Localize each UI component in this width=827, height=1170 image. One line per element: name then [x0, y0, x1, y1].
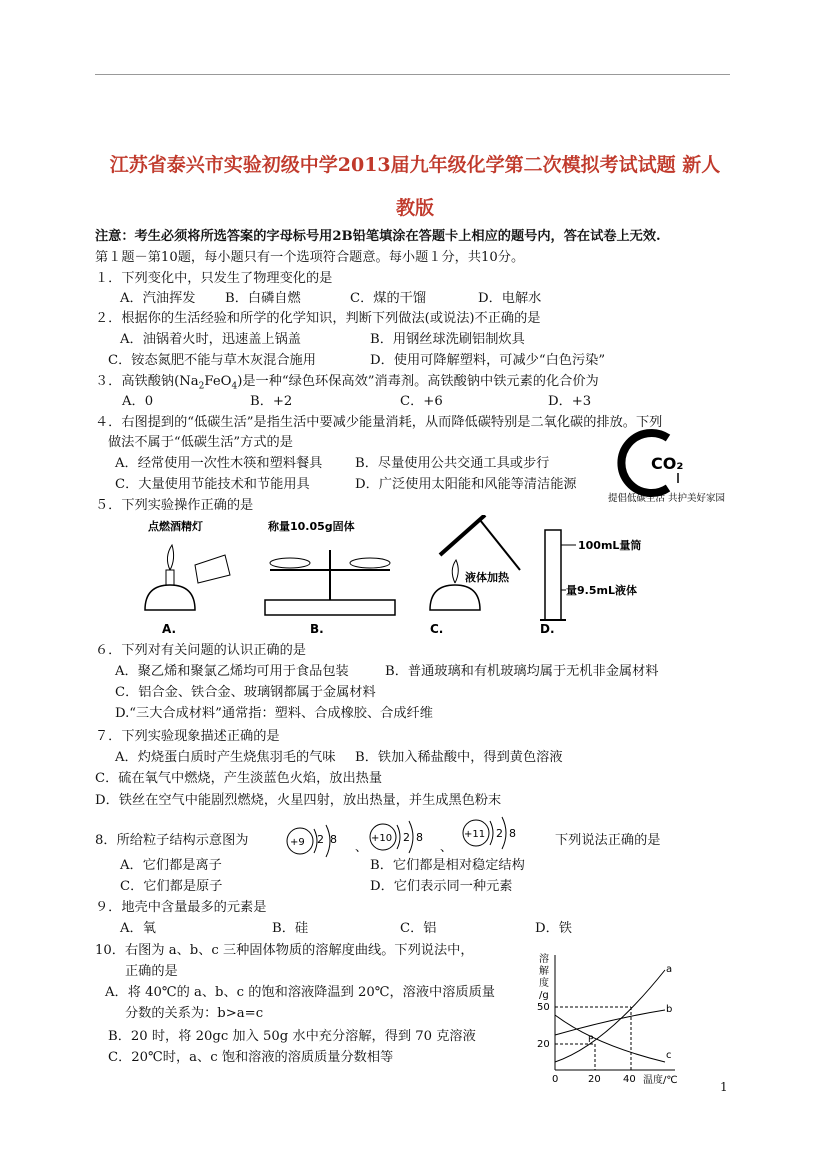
q3-option-d: D．+3: [548, 394, 592, 409]
q6-option-c: C．铝合金、铁合金、玻璃钢都属于金属材料: [115, 685, 376, 700]
test-tube-holder: [480, 520, 520, 570]
fig-b-label: 称量10.05g固体: [268, 520, 355, 533]
balance-base: [265, 600, 395, 615]
q6-option-b: B．普通玻璃和有机玻璃均属于无机非金属材料: [385, 664, 659, 679]
q7-option-c: C．硫在氧气中燃烧，产生淡蓝色火焰，放出热量: [95, 771, 383, 786]
curve-b-label: b: [666, 1004, 673, 1015]
q4-option-a: A．经常使用一次性木筷和塑料餐具: [115, 456, 323, 471]
alcohol-lamp-a: [145, 585, 195, 610]
curve-a-label: a: [666, 964, 673, 975]
fig-d-label1: 100mL量筒: [578, 539, 642, 552]
q2-option-d: D．使用可降解塑料，可减少“白色污染”: [370, 353, 606, 368]
q7-option-b: B．铁加入稀盐酸中，得到黄色溶液: [355, 750, 563, 765]
q9-option-b: B．硅: [272, 921, 309, 936]
particle-3: [463, 817, 516, 849]
q3-stem: ３．高铁酸钠$(Na_2FeO_4)$是一种“绿色环保高效”消毒剂。高铁酸钠中铁元素的化合价为: [95, 374, 599, 392]
q5-apparatus-figure: [140, 515, 680, 640]
q1-option-c: C．煤的干馏: [350, 291, 427, 306]
q8-option-a: A．它们都是离子: [120, 858, 222, 873]
curve-a: [555, 970, 665, 1062]
x-axis-label: 温度/℃: [643, 1075, 678, 1085]
q1-option-b: B．白磷自燃: [225, 291, 301, 306]
section-heading: 第１题－第10题，每小题只有一个选项符合题意。每小题１分，共10分。: [95, 250, 525, 265]
q10-stem-line2: 正确的是: [125, 964, 178, 979]
point-p-label: P: [588, 1035, 594, 1045]
q9-stem: ９．地壳中含量最多的元素是: [95, 900, 267, 915]
q1-option-d: D．电解水: [478, 291, 542, 306]
q2-option-c: C．铵态氮肥不能与草木灰混合施用: [108, 353, 316, 368]
flame-icon-a: [167, 545, 173, 570]
svg-text:+11: +11: [464, 829, 486, 840]
fig-a-letter: A.: [162, 622, 177, 636]
q6-stem: ６．下列对有关问题的认识正确的是: [95, 643, 306, 658]
curve-c-label: c: [666, 1050, 672, 1061]
y-tick-20: 20: [537, 1039, 550, 1050]
q10-stem-line1: 10．右图为 a、b、c 三种固体物质的溶解度曲线。下列说法中，: [95, 943, 474, 958]
q1-stem: １．下列变化中，只发生了物理变化的是: [95, 271, 333, 286]
q3-option-b: B．+2: [250, 394, 293, 409]
ylabel-char1: 溶: [539, 954, 549, 965]
lamp-wick-a: [166, 570, 174, 585]
x-tick-40: 40: [623, 1074, 636, 1085]
svg-text:+10: +10: [371, 833, 393, 844]
x-tick-20: 20: [588, 1074, 601, 1085]
q5-stem: ５．下列实验操作正确的是: [95, 498, 254, 513]
q4-option-c: C．大量使用节能技术和节能用具: [115, 477, 310, 492]
logo-co2-text: CO₂: [651, 454, 684, 473]
ylabel-char3: 度: [539, 978, 549, 989]
q2-stem: ２．根据你的生活经验和所学的化学知识，判断下列做法(或说法)不正确的是: [95, 311, 541, 326]
page-number: 1: [720, 1080, 728, 1094]
q10-option-b: B．20 时，将 20gc 加入 50g 水中充分溶解，得到 70 克溶液: [108, 1029, 476, 1044]
second-lamp-a: [195, 555, 230, 583]
q10-option-c: C．20℃时，a、c 饱和溶液的溶质质量分数相等: [108, 1050, 394, 1065]
q9-option-c: C．铝: [400, 921, 437, 936]
svg-text:8: 8: [509, 827, 516, 840]
page-title-line1: 江苏省泰兴市实验初级中学2013届九年级化学第二次模拟考试试题 新人: [109, 154, 721, 176]
svg-text:8: 8: [330, 833, 337, 846]
balance-pan-left: [270, 558, 310, 568]
q6-option-d: D.“三大合成材料”通常指：塑料、合成橡胶、合成纤维: [115, 706, 433, 721]
ylabel-char2: 解: [539, 966, 549, 977]
q3-option-a: A．0: [122, 394, 154, 409]
particle-2: [370, 821, 423, 853]
svg-text:2: 2: [403, 831, 410, 844]
q6-option-a: A．聚乙烯和聚氯乙烯均可用于食品包装: [115, 664, 349, 679]
balance-pan-right: [350, 558, 390, 568]
q7-stem: ７．下列实验现象描述正确的是: [95, 729, 280, 744]
svg-text:2: 2: [496, 827, 503, 840]
q8-stem-tail: 下列说法正确的是: [555, 833, 661, 848]
q7-option-d: D．铁丝在空气中能剧烈燃烧，火星四射，放出热量，并生成黑色粉末: [95, 793, 502, 808]
q10-option-a-line2: 分数的关系为：b>a=c: [125, 1006, 264, 1021]
notice: 注意：考生必须将所选答案的字母标号用2B铅笔填涂在答题卡上相应的题号内，答在试卷上无效.: [95, 229, 661, 244]
svg-text:8: 8: [416, 831, 423, 844]
separator-1: 、: [355, 840, 368, 854]
curve-b: [555, 1010, 665, 1035]
fig-c-letter: C.: [430, 622, 444, 636]
q9-option-d: D．铁: [535, 921, 572, 936]
ylabel-char4: /g: [539, 990, 549, 1001]
fig-d-letter: D.: [540, 622, 555, 636]
q4-option-d: D．广泛使用太阳能和风能等清洁能源: [355, 477, 577, 492]
q4-stem-line1: ４．右图提到的“低碳生活”是指生活中要减少能量消耗，从而降低碳特别是二氧化碳的排放。下列: [95, 415, 663, 430]
q3-option-c: C．+6: [400, 394, 443, 409]
solubility-curve-figure: [535, 950, 695, 1085]
fig-a-label: 点燃酒精灯: [148, 520, 203, 533]
y-tick-50: 50: [537, 1002, 550, 1013]
fig-b-letter: B.: [310, 622, 324, 636]
svg-text:2: 2: [317, 833, 324, 846]
separator-2: 、: [440, 840, 453, 854]
logo-caption: 提倡低碳生活 共护美好家园: [608, 493, 726, 504]
q4-stem-line2: 做法不属于“低碳生活”方式的是: [108, 435, 293, 450]
particle-1: [287, 825, 337, 857]
q8-option-b: B．它们都是相对稳定结构: [370, 858, 525, 873]
header-rule: [95, 74, 730, 75]
fig-d-label2: 量9.5mL液体: [566, 584, 637, 597]
q2-option-b: B．用钢丝球洗刷铝制炊具: [370, 332, 525, 347]
q1-option-a: A．汽油挥发: [120, 291, 196, 306]
q2-option-a: A．油锅着火时，迅速盖上锅盖: [120, 332, 301, 347]
alcohol-lamp-c: [430, 585, 480, 610]
svg-text:+9: +9: [290, 837, 305, 848]
low-carbon-logo: [606, 428, 731, 510]
q10-option-a-line1: A．将 40℃的 a、b、c 的饱和溶液降温到 20℃，溶液中溶质质量: [105, 985, 495, 1000]
fig-c-label: 液体加热: [465, 571, 509, 584]
q9-option-a: A．氧: [120, 921, 156, 936]
x-tick-0: 0: [552, 1074, 559, 1085]
graduated-cylinder: [545, 530, 561, 620]
q8-option-c: C．它们都是原子: [120, 879, 223, 894]
flame-icon-c: [452, 560, 458, 583]
q8-stem: 8．所给粒子结构示意图为: [95, 833, 249, 848]
q7-option-a: A．灼烧蛋白质时产生烧焦羽毛的气味: [115, 750, 336, 765]
q4-option-b: B．尽量使用公共交通工具或步行: [355, 456, 550, 471]
page-title-line2: 教版: [395, 197, 434, 219]
test-tube: [440, 515, 485, 555]
q8-option-d: D．它们表示同一种元素: [370, 879, 513, 894]
